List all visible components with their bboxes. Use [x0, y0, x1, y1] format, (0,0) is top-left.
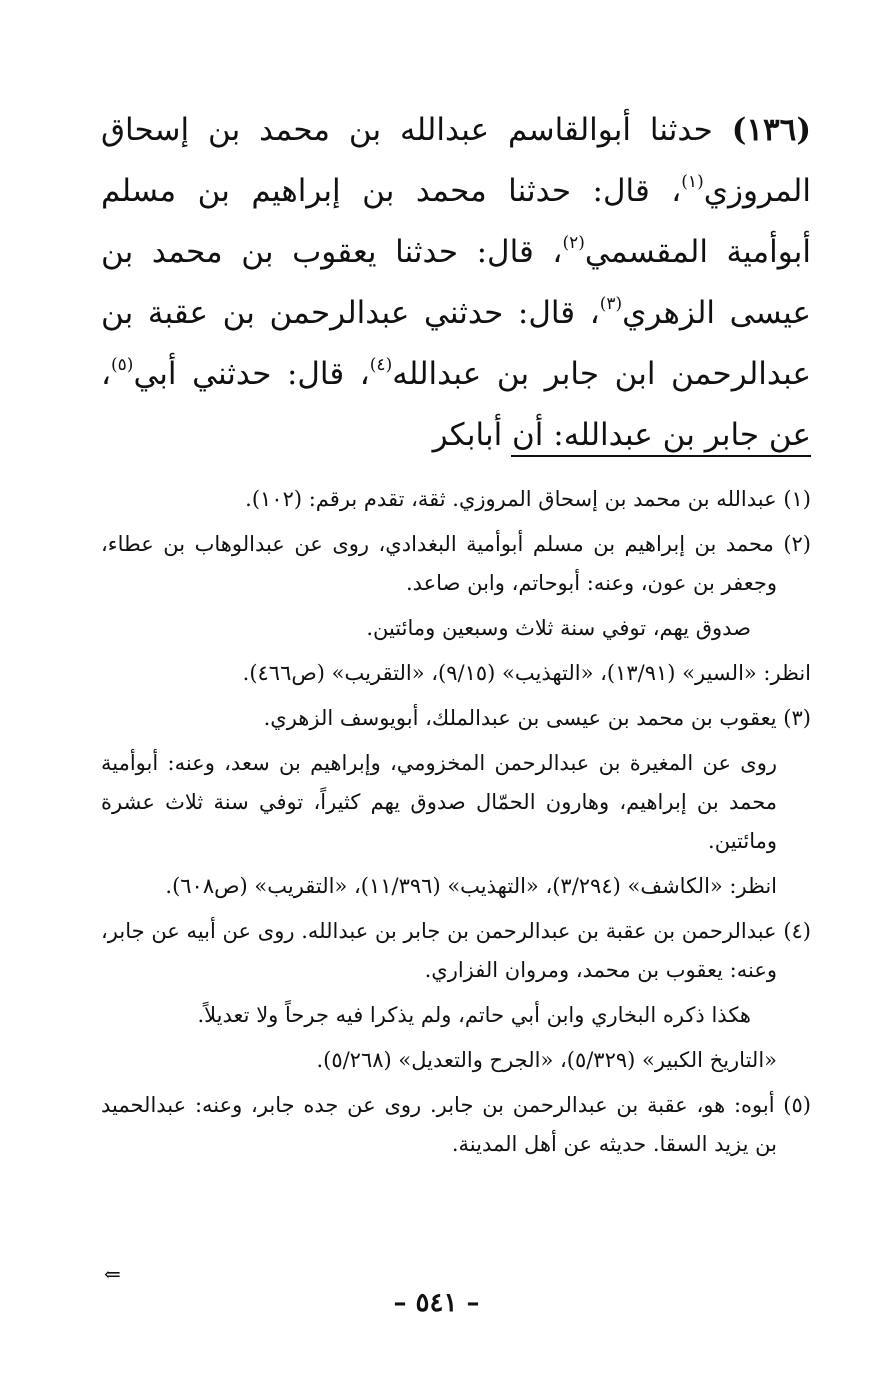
footnote-3: (٣) يعقوب بن محمد بن عيسى بن عبدالملك، أبويوسف الزهري.	[263, 706, 811, 730]
footnote-2: (٢) محمد بن إبراهيم بن مسلم أبوأمية البغدادي، روى عن عبدالوهاب بن عطاء، وجعفر بن عون، وعنه: أبوحاتم، وابن صاعد.	[101, 532, 811, 595]
continuation-arrow-icon: ⇐	[104, 1262, 121, 1286]
footnote-ref: (٢)	[562, 233, 585, 253]
hadith-segment: ، قال: حدثنا يعقوب بن محمد بن عيسى الزهري	[101, 234, 811, 331]
hadith-segment: ، قال: حدثني أبي	[133, 356, 370, 392]
footnote-2-note: صدوق يهم، توفي سنة ثلاث وسبعين ومائتين.	[366, 616, 751, 640]
footnote-4-note: هكذا ذكره البخاري وابن أبي حاتم، ولم يذكرا فيه جرحاً ولا تعديلاً.	[197, 1003, 751, 1027]
hadith-number: (١٣٦)	[731, 112, 811, 148]
footnote-ref: (١)	[681, 172, 704, 192]
footnote-3-body: روى عن المغيرة بن عبدالرحمن المخزومي، وإبراهيم بن سعد، وعنه: أبوأمية محمد بن إبراهيم، وهارون الحمّال صدوق يهم كثيراً، توفي سنة ثلاث عشرة ومائتين.	[101, 751, 777, 853]
hadith-text	[101, 100, 811, 466]
footnote-ref: (٣)	[599, 294, 623, 314]
footnote-4-sources: «التاريخ الكبير» (٥/٣٢٩)، «الجرح والتعديل» (٥/٢٦٨).	[316, 1048, 777, 1072]
footnote-2-sources: انظر: «السير» (١٣/٩١)، «التهذيب» (٩/١٥)، «التقريب» (ص٤٦٦).	[242, 661, 811, 685]
footnote-ref: (٤)	[369, 355, 393, 375]
hadith-segment: ، قال: حدثني عبدالرحمن بن عقبة بن عبدالرحمن ابن جابر بن عبدالله	[101, 295, 811, 392]
footnote-5: (٥) أبوه: هو، عقبة بن عبدالرحمن بن جابر. روى عن جده جابر، وعنه: عبدالحميد بن يزيد السقا. حديثه عن أهل المدينة.	[101, 1093, 811, 1156]
hadith-segment: ، قال: حدثنا محمد بن إبراهيم بن مسلم أبوأمية المقسمي	[101, 173, 811, 270]
footnote-divider	[511, 455, 811, 457]
footnote-ref: (٥)	[111, 355, 134, 375]
footnotes	[101, 480, 811, 1170]
page-number: – ٥٤١ –	[393, 1288, 480, 1318]
footnote-4: (٤) عبدالرحمن بن عقبة بن عبدالرحمن بن جابر بن عبدالله. روى عن أبيه عن جابر، وعنه: يعقوب بن محمد، ومروان الفزاري.	[101, 919, 811, 982]
hadith-segment: حدثنا أبوالقاسم عبدالله بن محمد بن إسحاق المروزي	[101, 112, 811, 209]
footnote-1: (١) عبدالله بن محمد بن إسحاق المروزي. ثقة، تقدم برقم: (١٠٢).	[245, 487, 811, 511]
footnote-3-sources: انظر: «الكاشف» (٣/٢٩٤)، «التهذيب» (١١/٣٩٦)، «التقريب» (ص٦٠٨).	[165, 874, 777, 898]
hadith-segment: ، عن جابر بن عبدالله: أن أبابكر	[101, 356, 811, 453]
